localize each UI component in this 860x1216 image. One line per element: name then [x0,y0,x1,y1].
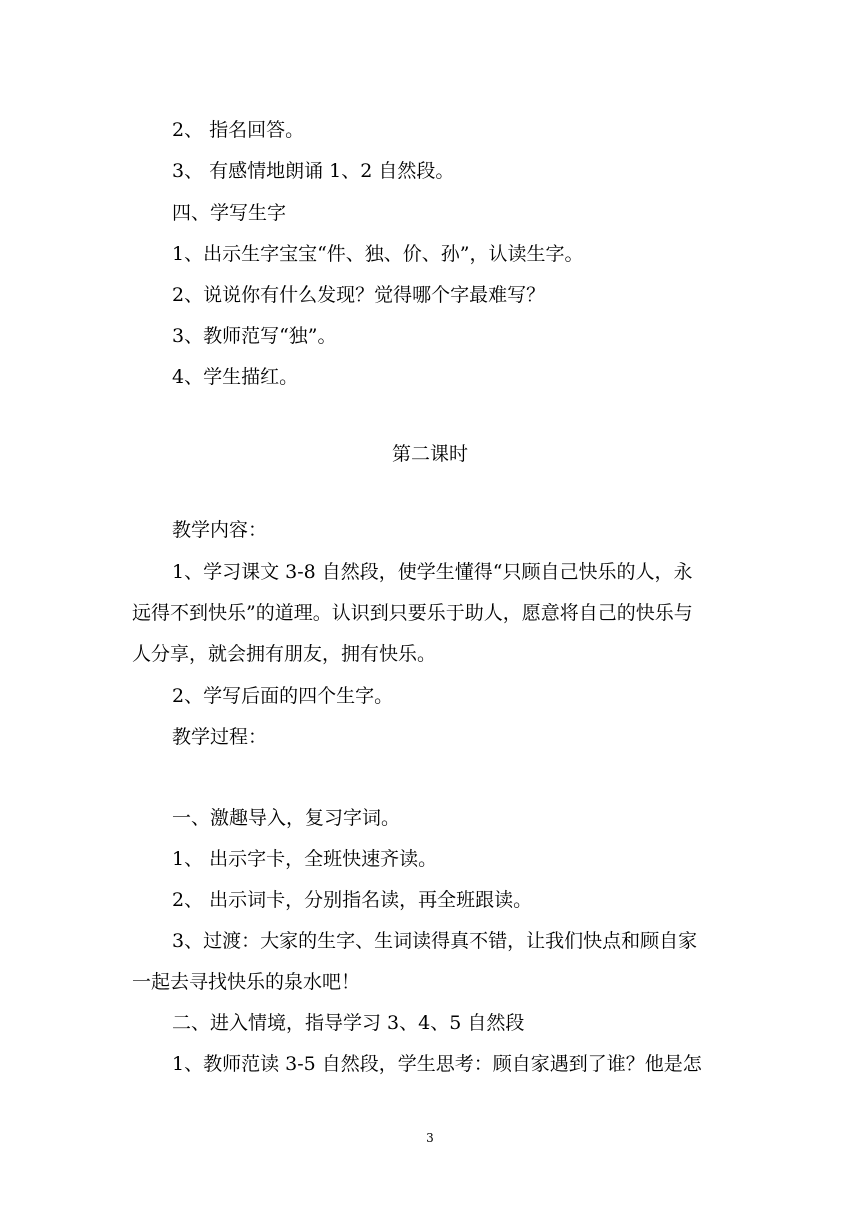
text-line: 一起去寻找快乐的泉水吧！ [132,971,361,993]
page-number: 3 [426,1131,434,1145]
text-line: 1、出示生字宝宝“件、独、价、孙”，认读生字。 [172,243,584,265]
text-line: 1、学习课文 3-8 自然段，使学生懂得“只顾自己快乐的人，永 [172,561,693,583]
text-line: 人分享，就会拥有朋友，拥有快乐。 [132,643,437,665]
text-line: 2、说说你有什么发现？觉得哪个字最难写？ [172,284,546,306]
text-line: 远得不到快乐”的道理。认识到只要乐于助人，愿意将自己的快乐与 [132,602,693,624]
section-heading: 教学内容： [172,519,268,541]
lesson-title: 第二课时 [391,443,468,465]
section-heading: 教学过程： [172,726,268,748]
text-line: 2、 出示词卡，分别指名读，再全班跟读。 [172,889,533,911]
section-heading: 四、学写生字 [172,202,287,224]
section-heading: 一、激趣导入，复习字词。 [172,807,401,829]
text-line: 3、 有感情地朗诵 1、2 自然段。 [172,160,455,182]
text-line: 1、教师范读 3-5 自然段，学生思考：顾自家遇到了谁？他是怎 [172,1053,702,1075]
text-line: 4、学生描红。 [172,366,299,388]
section-heading: 二、进入情境，指导学习 3、4、5 自然段 [172,1012,525,1034]
text-line: 2、 指名回答。 [172,119,305,141]
text-line: 1、 出示字卡，全班快速齐读。 [172,848,438,870]
text-line: 3、教师范写“独”。 [172,325,337,347]
text-line: 2、学写后面的四个生字。 [172,685,394,707]
text-line: 3、过渡：大家的生字、生词读得真不错，让我们快点和顾自家 [172,930,698,952]
